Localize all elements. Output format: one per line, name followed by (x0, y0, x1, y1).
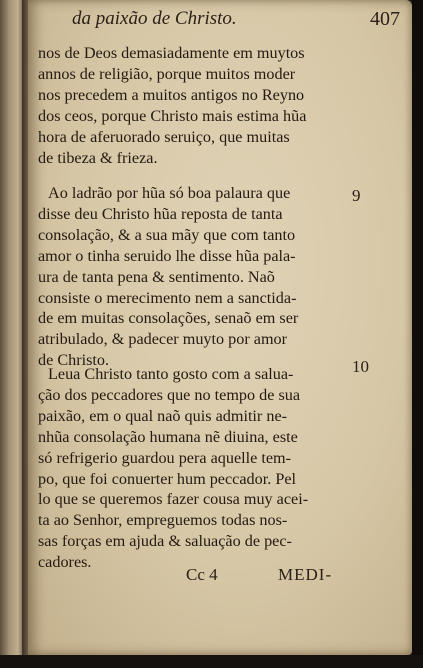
text-line: de Christo. (38, 351, 110, 370)
text-line: nhũa consolação humana nẽ diuina, este (38, 427, 298, 446)
text-line: atribulado, & padecer muyto por amor (38, 330, 288, 349)
text-line: amor o tinha seruido lhe disse hũa pala- (38, 246, 296, 265)
text-line: consiste o merecimento nem a sanctida- (38, 288, 297, 307)
text-line: annos de religião, porque muitos moder (38, 64, 296, 83)
text-line: ta ao Senhor, empreguemos todas nos- (38, 511, 288, 530)
text-line: cadores. (38, 553, 92, 572)
bottom-background (0, 655, 423, 668)
page-number: 407 (370, 8, 400, 30)
text-line: ura de tanta pena & sentimento. Naõ (38, 267, 275, 286)
text-line: nos precedem a muitos antigos no Reyno (38, 85, 305, 104)
paragraph (38, 183, 334, 371)
paragraph (38, 364, 334, 573)
page-header (72, 8, 400, 34)
text-line: de tibeza & frieza. (38, 148, 158, 167)
text-line: consolação, & a sua mãy que com tanto (38, 225, 296, 244)
text-line: Ao ladrão por hũa só boa palaura que (48, 184, 291, 202)
text-line: Leua Christo tanto gosto com a salua- (48, 365, 294, 383)
text-line: disse deu Christo hũa reposta de tanta (38, 204, 283, 223)
margin-number: 10 (352, 357, 369, 376)
text-line: nos de Deos demasiadamente em muytos (38, 44, 305, 62)
paragraph (38, 43, 334, 168)
margin-number: 9 (352, 186, 361, 205)
text-line: sas forças em ajuda & saluação de pec- (38, 532, 292, 551)
text-line: lo que se queremos fazer cousa muy acei- (38, 490, 309, 509)
text-line: dos ceos, porque Christo mais estima hũa (38, 106, 307, 125)
right-background (412, 0, 423, 668)
previous-page-edge (0, 0, 24, 668)
signature-mark: Cc 4 (186, 565, 218, 584)
running-title: da paixão de Christo. (72, 8, 237, 29)
text-line: paixão, em o qual naõ quis admitir ne- (38, 406, 288, 425)
text-line: po, que foi conuerter hum peccador. Pel (38, 469, 297, 488)
text-line: de em muitas consolações, senaõ em ser (38, 309, 299, 328)
text-line: hora de aferuorado seruiço, que muitas (38, 127, 290, 146)
catchword: MEDI- (278, 565, 333, 584)
text-line: só refrigerio guardou pera aquelle tem- (38, 448, 292, 467)
text-line: ção dos peccadores que no tempo de sua (38, 385, 301, 404)
